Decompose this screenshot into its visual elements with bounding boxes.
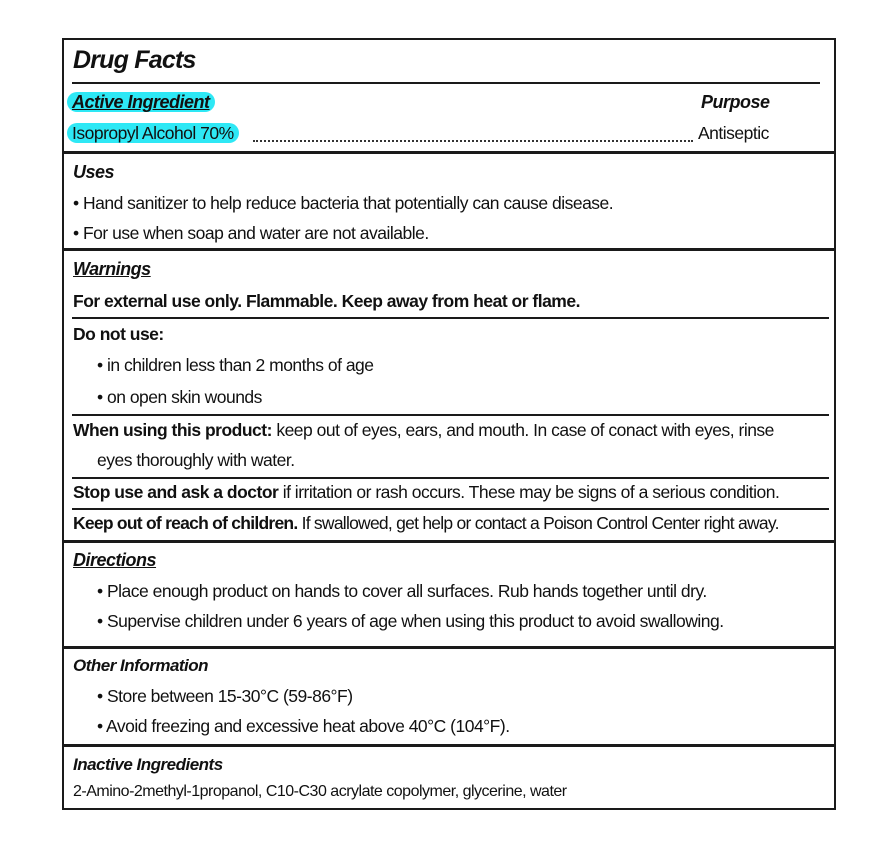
section-divider bbox=[63, 248, 835, 251]
active-ingredient-heading: Active Ingredient bbox=[72, 92, 215, 113]
when-using-label: When using this product: bbox=[73, 420, 272, 440]
directions-item: • Place enough product on hands to cover all surfaces. Rub hands together until dry. bbox=[97, 581, 707, 601]
warning-divider bbox=[72, 414, 829, 416]
other-info-item: • Store between 15-30°C (59-86°F) bbox=[97, 686, 353, 706]
active-ingredient-value: Isopropyl Alcohol 70% bbox=[72, 123, 239, 144]
keep-out-warning: Keep out of reach of children. If swallowed, get help or contact a Poison Control Center right away. bbox=[73, 513, 779, 533]
when-using-continued: eyes thoroughly with water. bbox=[97, 450, 295, 470]
do-not-use-heading: Do not use: bbox=[73, 324, 164, 344]
do-not-use-item: • on open skin wounds bbox=[97, 387, 262, 407]
section-divider bbox=[63, 646, 835, 649]
purpose-value: Antiseptic bbox=[698, 123, 769, 143]
warning-divider bbox=[72, 508, 829, 510]
purpose-heading: Purpose bbox=[701, 92, 770, 112]
directions-item: • Supervise children under 6 years of age when using this product to avoid swallowing. bbox=[97, 611, 724, 631]
title-divider bbox=[72, 82, 820, 84]
section-divider bbox=[63, 151, 835, 154]
stop-use-warning: Stop use and ask a doctor if irritation or rash occurs. These may be signs of a serious condition. bbox=[73, 482, 780, 502]
keep-out-label: Keep out of reach of children. bbox=[73, 513, 298, 533]
uses-item: • Hand sanitizer to help reduce bacteria that potentially can cause disease. bbox=[73, 193, 614, 213]
uses-item: • For use when soap and water are not available. bbox=[73, 223, 429, 243]
external-use-warning: For external use only. Flammable. Keep away from heat or flame. bbox=[73, 291, 580, 311]
when-using-warning: When using this product: keep out of eyes, ears, and mouth. In case of conact with eyes, rinse bbox=[73, 420, 774, 440]
section-divider bbox=[63, 744, 835, 747]
warnings-heading: Warnings bbox=[73, 259, 151, 279]
inactive-ingredients-text: 2-Amino-2methyl-1propanol, C10-C30 acrylate copolymer, glycerine, water bbox=[73, 783, 567, 800]
stop-use-label: Stop use and ask a doctor bbox=[73, 482, 279, 502]
dotted-leader bbox=[253, 140, 693, 142]
inactive-ingredients-heading: Inactive Ingredients bbox=[73, 755, 223, 774]
uses-heading: Uses bbox=[73, 162, 115, 182]
section-divider bbox=[63, 540, 835, 543]
warning-divider bbox=[72, 477, 829, 479]
warning-divider bbox=[72, 317, 829, 319]
drug-facts-title: Drug Facts bbox=[73, 46, 196, 74]
directions-heading: Directions bbox=[73, 550, 157, 570]
other-information-heading: Other Information bbox=[73, 656, 209, 675]
do-not-use-item: • in children less than 2 months of age bbox=[97, 355, 374, 375]
other-info-item: • Avoid freezing and excessive heat above 40°C (104°F). bbox=[97, 716, 510, 736]
